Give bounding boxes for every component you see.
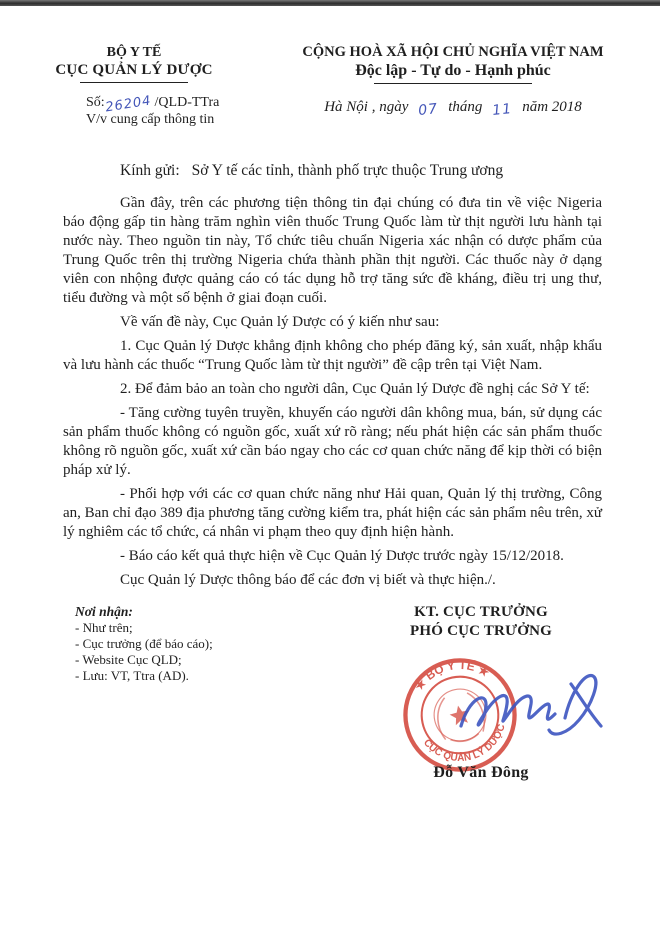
paragraph-bullet-propaganda: - Tăng cường tuyên truyền, khuyến cáo người dân không mua, bán, sử dụng các sản phẩm thuốc không có nguồn gốc, xuất xứ rõ ràng; nếu phát hiện các sản phẩm thuốc không rõ nguồn gốc, xuất xứ cần báo ngay cho các cơ quan chức năng để kịp thời có biện pháp xử lý. [63, 405, 602, 478]
number-label: Số: [86, 95, 105, 110]
reference-row [0, 94, 660, 128]
letter-footer [0, 603, 660, 781]
document-subject: V/v cung cấp thông tin [86, 112, 215, 127]
document-number-block [0, 94, 268, 128]
letter-header [0, 0, 660, 84]
paragraph-closing: Cục Quản lý Dược thông báo để các đơn vị biết và thực hiện./. [120, 572, 496, 588]
signer-title-position: PHÓ CỤC TRƯỞNG [410, 623, 552, 639]
paragraph-bullet-report: - Báo cáo kết quả thực hiện về Cục Quản lý Dược trước ngày 15/12/2018. [120, 548, 564, 564]
recipient-item: - Cục trưởng (để báo cáo); [75, 636, 213, 651]
recipients-label: Nơi nhận: [75, 604, 133, 619]
national-motto: Độc lập - Tự do - Hạnh phúc [355, 62, 551, 79]
agency-name: CỤC QUẢN LÝ DƯỢC [55, 62, 213, 78]
signer-title-authority: KT. CỤC TRƯỞNG [414, 604, 548, 620]
seal-text-bottom: CỤC QUẢN LÝ DƯỢC [420, 722, 508, 764]
motto-underline [374, 83, 532, 84]
seal-and-signature-area [330, 646, 632, 781]
recipients-block [0, 603, 330, 778]
handwritten-document-number: 26204 [104, 93, 153, 116]
scan-edge-artifact [0, 0, 660, 6]
handwritten-day: 07 [417, 100, 440, 119]
number-suffix: /QLD-TTra [154, 95, 220, 110]
signature-block [330, 603, 660, 781]
paragraph-item-1: 1. Cục Quản lý Dược khẳng định không cho phép đăng ký, sản xuất, nhập khẩu và lưu hành các thuốc “Trung Quốc làm từ thịt người” đề cập trên tại Việt Nam. [63, 338, 602, 373]
paragraph-item-2: 2. Để đảm bảo an toàn cho người dân, Cục Quản lý Dược đề nghị các Sở Y tế: [120, 381, 590, 397]
ministry-name: BỘ Y TẾ [106, 45, 162, 60]
document-number-line [86, 93, 268, 116]
signer-name: Đỗ Văn Đông [433, 764, 529, 781]
salutation-label: Kính gửi: [120, 162, 180, 179]
recipient-item: - Lưu: VT, Ttra (AD). [75, 668, 189, 683]
salutation-recipient: Sở Y tế các tỉnh, thành phố trực thuộc Trung ương [191, 162, 504, 179]
date-month-word: tháng [448, 99, 483, 115]
recipient-item: - Website Cục QLD; [75, 652, 182, 667]
seal-text-top: ★ BỘ Y TẾ ★ [411, 657, 492, 694]
date-place: Hà Nội , ngày [324, 99, 409, 115]
letter-body [63, 194, 602, 590]
paragraph-intro: Gần đây, trên các phương tiện thông tin đại chúng có đưa tin về việc Nigeria báo động gấp tin hàng trăm nghìn viên thuốc Trung Quốc làm từ thịt người lưu hành tại nước này. Theo nguồn tin này, Tổ chức tiêu chuẩn Nigeria xác nhận có dược phẩm của Trung Quốc trên thị trường Nigeria chứa thành phần thịt người. Các thuốc này ở dạng viên con nhộng được quảng cáo có tác dụng hỗ trợ tăng sức đề kháng, điều trị ung thư, tiểu đường và một số bệnh ở giai đoạn cuối. [63, 195, 602, 306]
handwritten-signature [453, 654, 613, 750]
national-title: CỘNG HOÀ XÃ HỘI CHỦ NGHĨA VIỆT NAM [302, 44, 604, 60]
agency-underline [80, 82, 188, 83]
date-line [268, 94, 660, 128]
paragraph-bullet-coordination: - Phối hợp với các cơ quan chức năng như Hải quan, Quản lý thị trường, Công an, Ban chỉ đạo 389 địa phương tăng cường kiểm tra, phát hiện các sản phẩm nêu trên, xử lý nghiêm các tổ chức, cá nhân vi phạm theo quy định hiện hành. [63, 486, 602, 540]
paragraph-opinion-lead: Về vấn đề này, Cục Quản lý Dược có ý kiến như sau: [120, 314, 440, 330]
salutation-line [63, 162, 600, 180]
recipient-item: - Như trên; [75, 620, 133, 635]
issuing-agency-block [0, 44, 268, 84]
handwritten-month: 11 [491, 100, 514, 119]
national-motto-block [268, 44, 660, 84]
date-year: năm 2018 [522, 99, 582, 115]
